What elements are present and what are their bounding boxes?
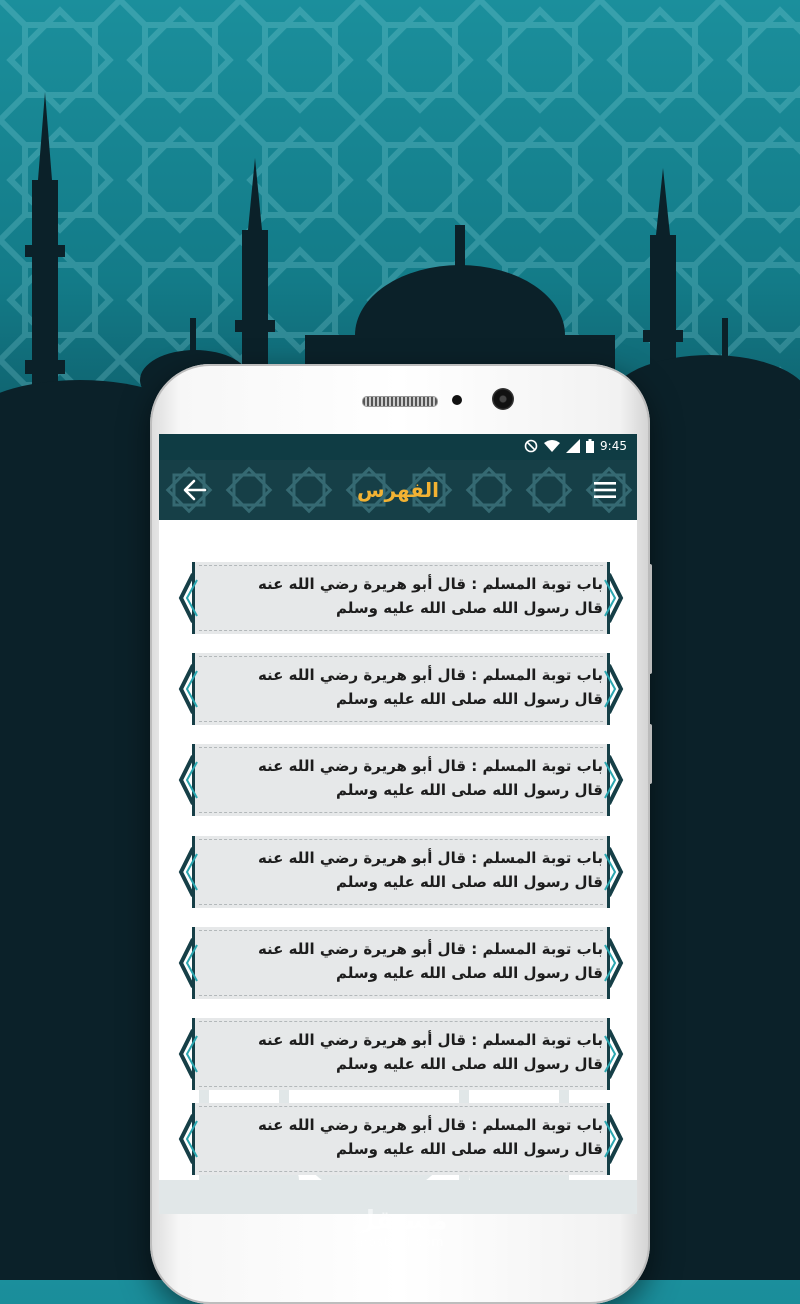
front-camera xyxy=(492,388,514,410)
watermark-latin: mostaql.com xyxy=(355,1235,445,1249)
list-item[interactable] xyxy=(183,744,619,816)
list-item-text xyxy=(205,1028,603,1076)
list-item-text xyxy=(205,1113,603,1161)
ornament-left-icon xyxy=(177,754,199,806)
volume-button xyxy=(648,564,652,674)
list-item-title: باب توبة المسلم : قال أبو هريرة رضي الله عنه xyxy=(257,940,603,958)
list-item-subtitle: قال رسول الله صلى الله عليه وسلم xyxy=(336,964,603,982)
list-item[interactable] xyxy=(183,927,619,999)
phone-frame xyxy=(150,364,650,1304)
ornament-left-icon xyxy=(177,1028,199,1080)
ornament-left-icon xyxy=(177,937,199,989)
app-screen xyxy=(159,434,637,1214)
list-item-subtitle: قال رسول الله صلى الله عليه وسلم xyxy=(336,781,603,799)
list-item-text xyxy=(205,754,603,802)
earpiece-speaker xyxy=(362,396,438,407)
list-item-text xyxy=(205,846,603,894)
battery-icon xyxy=(586,439,594,453)
list-item-title: باب توبة المسلم : قال أبو هريرة رضي الله عنه xyxy=(257,849,603,867)
status-bar xyxy=(159,434,637,460)
wifi-icon xyxy=(544,439,560,453)
ornament-right-icon xyxy=(603,846,625,898)
list-item-text xyxy=(205,663,603,711)
hamburger-menu-icon[interactable] xyxy=(591,476,619,504)
list-item-title: باب توبة المسلم : قال أبو هريرة رضي الله عنه xyxy=(257,666,603,684)
app-bar xyxy=(159,460,637,520)
do-not-disturb-icon xyxy=(524,439,538,453)
ornament-left-icon xyxy=(177,1113,199,1165)
index-list xyxy=(159,520,637,1214)
watermark-arabic: مستقل xyxy=(352,1206,448,1236)
list-item-subtitle: قال رسول الله صلى الله عليه وسلم xyxy=(336,873,603,891)
list-item[interactable] xyxy=(183,1103,619,1175)
ornament-right-icon xyxy=(603,1028,625,1080)
power-button xyxy=(648,724,652,784)
list-item[interactable] xyxy=(183,1018,619,1090)
status-time: 9:45 xyxy=(600,439,627,453)
list-item[interactable] xyxy=(183,562,619,634)
watermark xyxy=(350,1206,450,1256)
ornament-left-icon xyxy=(177,846,199,898)
proximity-sensor xyxy=(452,395,462,405)
list-item-subtitle: قال رسول الله صلى الله عليه وسلم xyxy=(336,1140,603,1158)
list-item-text xyxy=(205,937,603,985)
list-item-text xyxy=(205,572,603,620)
ornament-right-icon xyxy=(603,937,625,989)
ornament-right-icon xyxy=(603,572,625,624)
ornament-right-icon xyxy=(603,754,625,806)
list-item-title: باب توبة المسلم : قال أبو هريرة رضي الله عنه xyxy=(257,757,603,775)
list-item-title: باب توبة المسلم : قال أبو هريرة رضي الله عنه xyxy=(257,1031,603,1049)
ornament-left-icon xyxy=(177,663,199,715)
arrow-left-icon[interactable] xyxy=(179,474,211,506)
page-title: الفهرس xyxy=(356,478,439,502)
list-item-title: باب توبة المسلم : قال أبو هريرة رضي الله عنه xyxy=(257,1116,603,1134)
list-item[interactable] xyxy=(183,836,619,908)
list-item-subtitle: قال رسول الله صلى الله عليه وسلم xyxy=(336,690,603,708)
list-item[interactable] xyxy=(183,653,619,725)
list-item-title: باب توبة المسلم : قال أبو هريرة رضي الله عنه xyxy=(257,575,603,593)
ornament-right-icon xyxy=(603,1113,625,1165)
list-item-subtitle: قال رسول الله صلى الله عليه وسلم xyxy=(336,1055,603,1073)
ornament-left-icon xyxy=(177,572,199,624)
list-item-subtitle: قال رسول الله صلى الله عليه وسلم xyxy=(336,599,603,617)
cell-signal-icon xyxy=(566,439,580,453)
ornament-right-icon xyxy=(603,663,625,715)
